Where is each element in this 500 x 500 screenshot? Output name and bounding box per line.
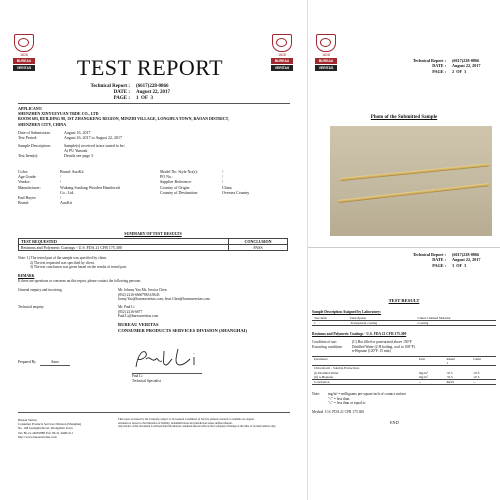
method-line: Method U.S. FDA 21 CFR 175.300 (312, 410, 365, 414)
sample-desc-block: Sample Description: Sample(s) received is/are stated to be: Ai PU Yumizk Test Item(s): Details see page 3 (18, 143, 125, 159)
sample-field-row: Color: Brand: AuoKit (18, 169, 84, 174)
applicant-city: SHENZHEN CITY, CHINA (18, 121, 67, 127)
sample-desc-table: Test Item Description Client Claimed Material 1 Transparent coating Coating (312, 316, 496, 326)
logo-name: BUREAU (16, 59, 32, 63)
footer-address: Bureau Veritas Consumer Products Services Division (Shanghai) No. 168 Guanghai Road, Zhongshan Town Tel: 86-21-24081888 Fax: 86-21-64961111 http://www.bureauveritas.com (18, 418, 82, 439)
general-enquiry-email[interactable]: Jonny.Yao@bureauveritas.com; Jessi.Chen@bureauveritas.com (118, 297, 210, 302)
sample-field-row: Brand: AuoKit (18, 200, 72, 206)
summary-row-result: PASS (229, 245, 288, 251)
page3-header: Technical Report : (6617)228-0866 DATE : August 22, 2017 PAGE : 3 OF 3 (412, 252, 481, 268)
prepared-by-name: Anna (40, 360, 70, 366)
report-header (72, 84, 170, 102)
applicant-block (18, 106, 229, 127)
conditions-block: Condition of use: (C) Hot filled or pasteurized above 150°F Extracting condition: Distilled Water (2 H boiling, cool to 100°F) n-Heptane (120°F, 15 min) (312, 340, 415, 354)
tech-enquiry-email[interactable]: Paul.Li@bureauveritas.com (118, 314, 159, 319)
sample-photo (330, 126, 492, 236)
report-page-2 (308, 0, 500, 248)
signer-title: Technical Specialist (132, 378, 161, 383)
report-number: (6617)228-0866 (136, 84, 169, 89)
chopstick-upper (340, 163, 490, 181)
remark-block: REMARK If there are questions or concerns on this report, please contact the following persons: (18, 274, 141, 283)
signer-block (132, 373, 202, 383)
dates-block: Date of Submission: August 16, 2017 Test Period: August 16, 2017 to August 22, 2017 (18, 130, 123, 141)
logo-year: 1828 (278, 53, 286, 57)
shield-icon (316, 34, 336, 52)
applicant-address: ROOM 603, BUILDING 98, 1ST ZHANGKENG REGION, MINZHI VILLAGE, LONGHUA TOWN, BAOAN DISTRICT, (18, 116, 229, 122)
sample-field-row: End Buyer: / (18, 195, 62, 201)
sample-field-row: PO No.: / (160, 174, 224, 180)
chopstick-lower (338, 183, 489, 203)
bureau-veritas-logo-right (272, 34, 292, 71)
summary-col-conclusion: CONCLUSION (229, 239, 288, 245)
shield-icon (272, 34, 292, 52)
report-date-label: DATE : (113, 90, 130, 95)
logo-name2: VERITAS (274, 66, 290, 70)
org-block (118, 322, 247, 334)
page-indicator: 1 OF 3 (136, 96, 153, 101)
sample-name: Ai PU Yumizk (64, 148, 88, 154)
photo-title: Photo of the Submitted Sample (370, 115, 438, 120)
general-enquiry-label: General enquiry and invoicing (18, 288, 62, 292)
section-coatings: Resinous and Polymeric Coatings - U.S. FDA 21 CFR 175.300 (312, 332, 407, 336)
sample-field-row: Manufacturer: Wukang Sunlong Wooden Handicraft (18, 184, 120, 190)
sample-field-row: Supplier Reference: / (160, 179, 224, 185)
remark-label: REMARK (18, 274, 35, 278)
sample-desc-label: Sample Description Assigned by Laboratory: (312, 310, 382, 314)
signature (130, 345, 210, 373)
general-enquiry-contacts: Mr. Johnny Yao Ms. Jessica Chen (852) 2216-6666*8631/8643 Jonny.Yao@bureauveritas.com; Jessi.Chen@bureauveritas.com (118, 288, 210, 302)
logo-name: BUREAU (274, 59, 290, 63)
sample-field-row: Country of Origin: China (160, 184, 232, 190)
sample-field-row: Co., Ltd. (60, 189, 75, 195)
summary-table (18, 238, 288, 251)
report-page-3 (308, 248, 500, 500)
footer-legal: This report is issued by the Company subject to its General Conditions of Service printed overleaf or available on request. Attention is drawn to the limitation of liability, indemnification and jurisdiction issues defined therein. Any holder of this document is advised that information contained hereon reflects the Company's findings at the time of its intervention only. (118, 418, 277, 429)
report-date: August 22, 2017 (136, 90, 171, 95)
sample-fields-left (18, 169, 120, 205)
report-title: TEST REPORT (76, 55, 224, 80)
sample-fields-right (160, 169, 249, 195)
applicant-label: APPLICANT: (18, 106, 43, 111)
signer-name: Paul Li (132, 374, 143, 378)
sample-field-row: Vendor: / (18, 179, 62, 185)
logo-name2: VERITAS (16, 66, 32, 70)
result-conclusion: PASS (446, 379, 455, 384)
bureau-veritas-logo: 1828 BUREAU VERITAS (316, 34, 336, 71)
bureau-veritas-logo (14, 34, 34, 71)
notes-block: Note: 1) The tested part of the sample was specified by client. 2) The test requested was specified by client. 3) The test conclusion was given based on the results of tested part. (18, 256, 127, 270)
logo-year: 1828 (20, 53, 28, 57)
sample-field-row: Country of Destination: Oversea Country (160, 189, 250, 195)
submission-date: August 16, 2017 (64, 130, 91, 135)
page2-header: Technical Report : (6617)228-0866 DATE : August 22, 2017 PAGE : 2 OF 3 (412, 58, 481, 74)
test-period: August 16, 2017 to August 22, 2017 (64, 135, 123, 141)
footer-website[interactable]: http://www.bureauveritas.com (18, 434, 57, 439)
org-name: BUREAU VERITAS (118, 322, 159, 327)
summary-title: SUMMARY OF TEST RESULTS (124, 231, 182, 236)
report-number-label: Technical Report : (90, 84, 130, 89)
summary-col-test: TEST REQUESTED (19, 239, 229, 245)
page-label: PAGE : (113, 96, 130, 101)
test-result-title: TEST RESULT (388, 298, 420, 303)
shield-icon (14, 34, 34, 52)
result-notes: Note: mg/in² = milligrams per square inch of contact surface "<" = less than "≤" = less than or equal to (312, 392, 407, 406)
tech-enquiry-label: Technical enquiry (18, 305, 44, 309)
tech-enquiry-contacts: Mr. Paul Li (852) 2216-6677 Paul.Li@bureauveritas.com (118, 305, 159, 319)
applicant-name: SHENZHEN XINYUEYUAN TRDE CO., LTD (18, 111, 99, 117)
sample-field-row: Age Grade: / (18, 174, 62, 180)
prepared-by: Prepared By Anna (18, 360, 70, 366)
results-table: Parameter Unit Result Limit 1 Chloroform - Soluble Extractives (i) Distilled Water mg/in² <0.5 ≤0.5 (ii) n-Heptane mg/in² <0.5 ≤0.5 Conclusion -- PASS -- (312, 356, 496, 385)
end-marker: END (390, 420, 399, 425)
org-division: CONSUMER PRODUCTS SERVICES DIVISION (SHANGHAI) (118, 328, 247, 333)
summary-row-test: Resinous and Polymeric Coatings - U.S. FDA 21 CFR 175.300 (19, 245, 229, 251)
sample-field-row: Model No. Style No(s): / (160, 169, 224, 174)
